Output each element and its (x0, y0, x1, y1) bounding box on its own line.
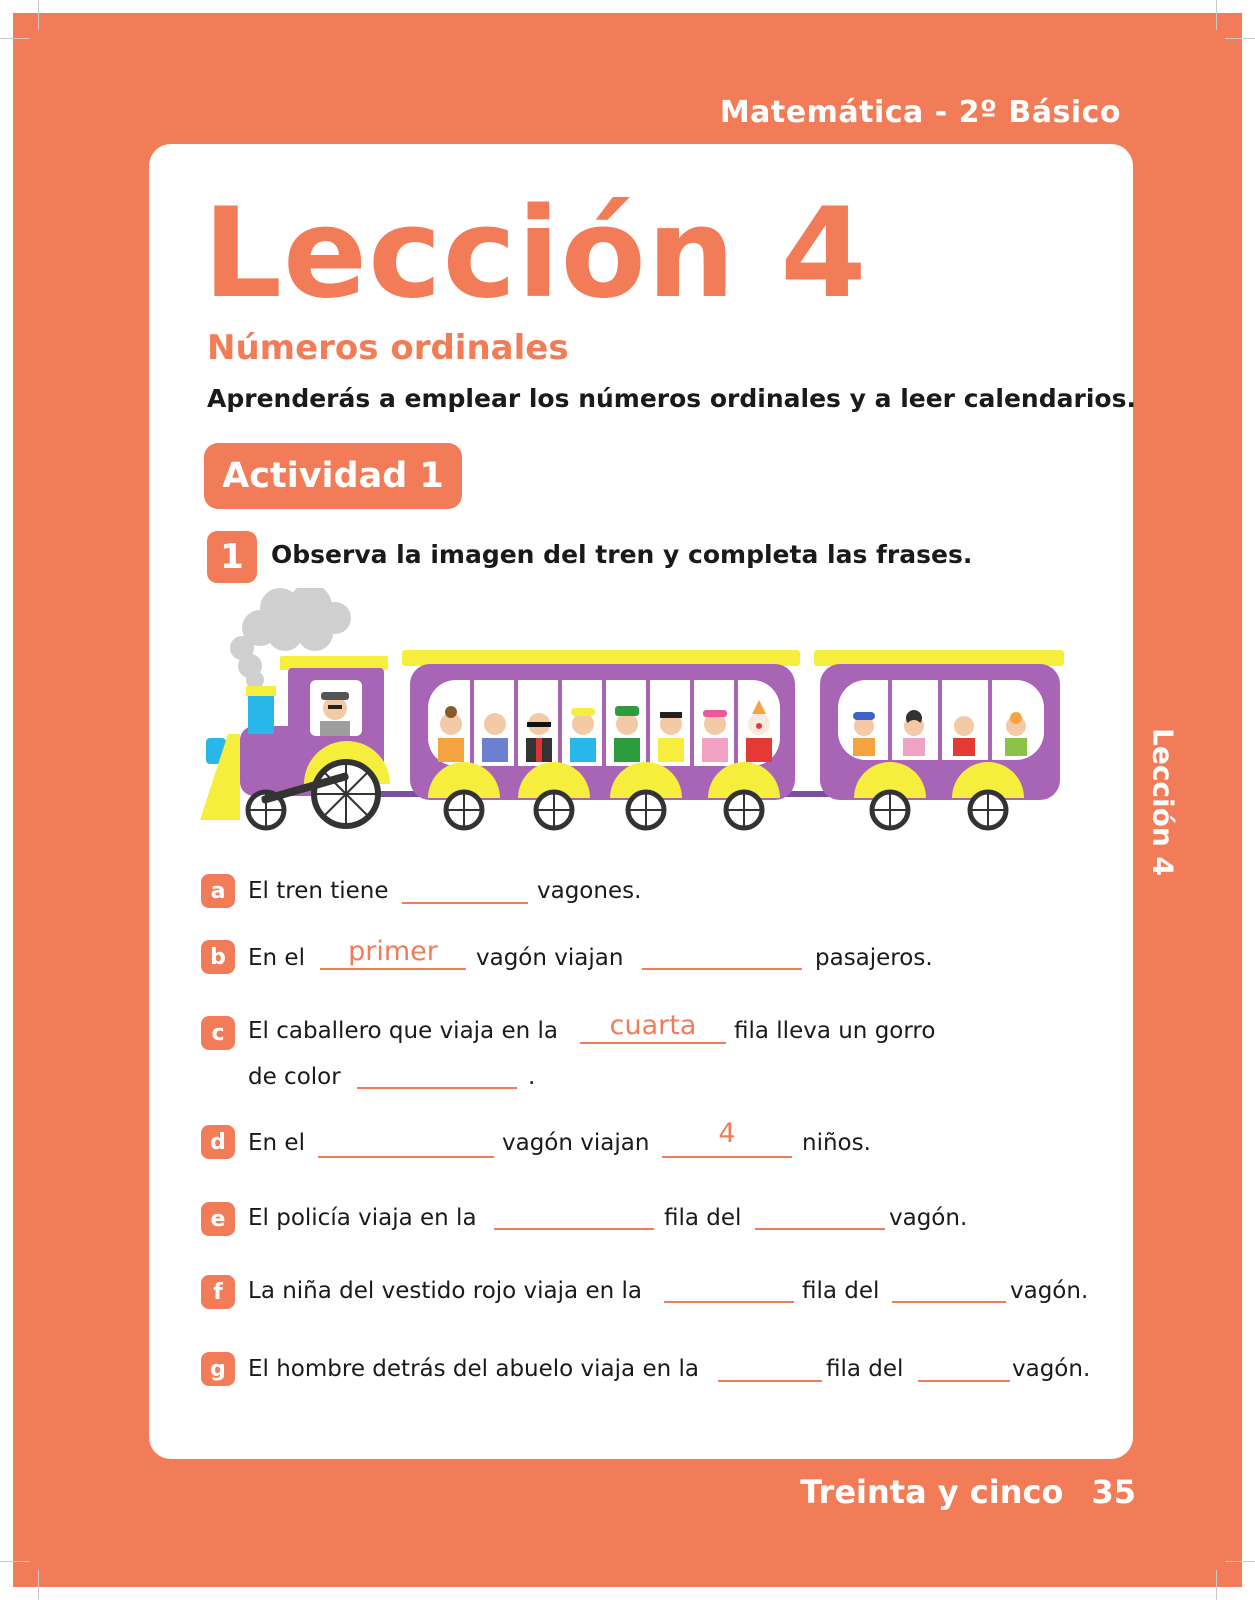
item-a-text-2: vagones. (537, 878, 642, 904)
wagon-2 (814, 650, 1064, 800)
crop-mark (1225, 38, 1255, 39)
lesson-subtitle: Números ordinales (207, 328, 569, 368)
activity-badge: Actividad 1 (204, 443, 462, 509)
item-b-blank-1[interactable] (320, 968, 466, 970)
item-label-a: a (201, 874, 235, 908)
lesson-goal: Aprenderás a emplear los números ordinales y a leer calendarios. (207, 384, 1136, 413)
item-a-text-1: El tren tiene (248, 878, 389, 904)
item-b-text-2: vagón viajan (476, 945, 624, 971)
item-f-text-3: vagón. (1010, 1278, 1089, 1304)
item-c-text-1: El caballero que viaja en la (248, 1018, 558, 1044)
item-c-text-3: de color (248, 1064, 341, 1090)
page-number-words: Treinta y cinco (800, 1473, 1064, 1511)
item-b-blank-2[interactable] (642, 968, 802, 970)
item-d-answer-2: 4 (718, 1118, 736, 1149)
crop-mark (1216, 0, 1217, 30)
question-text: Observa la imagen del tren y completa las frases. (271, 540, 973, 569)
question-number: 1 (207, 531, 257, 583)
item-g-text-1: El hombre detrás del abuelo viaja en la (248, 1356, 699, 1382)
item-d-blank-1[interactable] (318, 1156, 494, 1158)
item-f-text-1: La niña del vestido rojo viaja en la (248, 1278, 642, 1304)
item-e-text-2: fila del (664, 1205, 742, 1231)
item-b-answer-1: primer (348, 936, 438, 967)
side-tab-label: Lección 4 (1146, 727, 1180, 877)
item-c-text-2: fila lleva un gorro (734, 1018, 936, 1044)
item-b-text-3: pasajeros. (815, 945, 933, 971)
item-d-text-1: En el (248, 1130, 305, 1156)
item-g-blank-2[interactable] (918, 1380, 1010, 1382)
item-c-blank-2[interactable] (357, 1087, 517, 1089)
crop-mark (1225, 1561, 1255, 1562)
crop-mark (0, 38, 30, 39)
item-d-text-3: niños. (802, 1130, 871, 1156)
item-label-e: e (201, 1202, 235, 1236)
page-footer (800, 1473, 1136, 1511)
crop-mark (38, 1570, 39, 1600)
item-c-answer-1: cuarta (609, 1010, 697, 1041)
item-label-f: f (201, 1275, 235, 1309)
item-d-blank-2[interactable] (662, 1156, 792, 1158)
item-label-c: c (201, 1016, 235, 1050)
crop-mark (0, 1561, 30, 1562)
item-g-blank-1[interactable] (718, 1380, 822, 1382)
item-c-text-4: . (528, 1064, 536, 1090)
item-label-d: d (201, 1125, 235, 1159)
crop-mark (1216, 1570, 1217, 1600)
item-c-blank-1[interactable] (580, 1042, 726, 1044)
item-e-text-3: vagón. (889, 1205, 968, 1231)
item-e-text-1: El policía viaja en la (248, 1205, 477, 1231)
item-e-blank-1[interactable] (494, 1228, 654, 1230)
item-label-g: g (201, 1352, 235, 1386)
item-f-blank-2[interactable] (892, 1301, 1006, 1303)
item-b-text-1: En el (248, 945, 305, 971)
item-f-blank-1[interactable] (664, 1301, 794, 1303)
subject-header: Matemática - 2º Básico (719, 95, 1121, 130)
item-d-text-2: vagón viajan (502, 1130, 650, 1156)
item-f-text-2: fila del (802, 1278, 880, 1304)
lesson-title: Lección 4 (203, 182, 868, 326)
item-e-blank-2[interactable] (755, 1228, 885, 1230)
item-a-blank-1[interactable] (402, 902, 528, 904)
item-g-text-2: fila del (826, 1356, 904, 1382)
item-g-text-3: vagón. (1012, 1356, 1091, 1382)
side-tab (1148, 722, 1178, 882)
item-label-b: b (201, 940, 235, 974)
crop-mark (38, 0, 39, 30)
page-number: 35 (1091, 1473, 1136, 1511)
train-illustration (200, 588, 1090, 848)
